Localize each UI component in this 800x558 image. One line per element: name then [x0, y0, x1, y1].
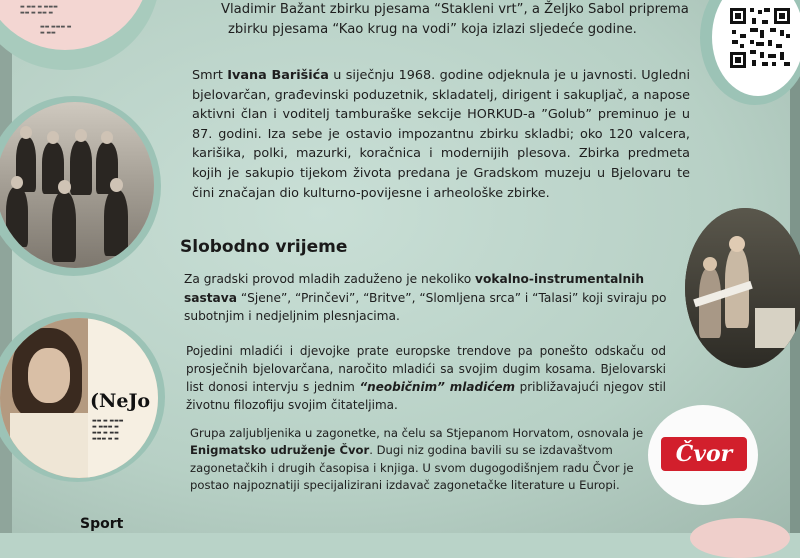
rock-band-photo: [685, 208, 800, 368]
text-span: Grupa zaljubljenika u zagonetke, na čelu sa Stjepanom Horvatom, osnovala je: [190, 426, 644, 440]
band-member-face: [11, 176, 23, 189]
paragraph-barisic: [192, 66, 690, 203]
text-span: Pojedini mladići i djevojke prate europske trendove pa ponešto odskaču od prosječnih bjelovarčana, naročito mladići sa svojim dugim kosama. Bjelovarski list donosi intervju s jednim: [186, 344, 666, 394]
text-line-bazant: Vladimir Bažant zbirku pjesama “Stakleni vrt”, a Željko Sabol priprema: [221, 2, 689, 17]
musician-face: [729, 236, 745, 252]
cvor-logo: Čvor: [661, 437, 747, 471]
text-span: Za gradski provod mladih zaduženo je nekoliko: [184, 272, 476, 286]
band-member-face: [75, 129, 87, 142]
band-member-face: [110, 178, 123, 192]
paragraph-trendovi: [186, 342, 666, 414]
bottom-right-circle: [690, 518, 790, 558]
band-member-figure: [70, 140, 92, 195]
text-span: Smrt: [192, 68, 228, 83]
highlight-cvor: Enigmatsko udruženje Čvor: [190, 443, 370, 458]
band-member-figure: [104, 190, 128, 256]
section-heading-sport: Sport: [80, 516, 124, 532]
portrait-shirt: [10, 413, 90, 478]
band-member-face: [101, 131, 113, 144]
text-span: . Dugi niz godina bavili su se izdavaštvom zagonetačkih i drugih časopisa i knjiga. U svom dugogodišnjem radu Čvor je postao najpoznatiji specijalizirani izdavač zagonetačke literature u Europi.: [190, 443, 634, 493]
paragraph-gradski-provod: [184, 270, 669, 326]
paragraph-enigmatsko: [190, 425, 662, 495]
text-span: “Sjene”, “Prinčevi”, “Britve”, “Slomljena srca” i “Talasi” koji sviraju po subotnjim i nedjeljnim plesnjacima.: [184, 290, 667, 324]
highlight-name: Ivana Barišića: [227, 68, 329, 83]
clipping-scrap-2: ▬▬ ▬▬▬ ▬ ▬ ▬▬: [40, 24, 72, 36]
text-span: u siječnju 1968. godine odjeknula je u javnosti. Ugledni bjelovarčan, građevinski poduzetnik, skladatelj, dirigent i sakupljač, a napose aktivni član i voditelj tamburaške sekcije HORKUD-a ”Golub” preminuo je u 87. godini. Iza sebe je ostavio impozantnu zbirku skladbi; oko 120 valcera, karišika, polki, mazurki, koračnica i modernijih plesova. Zbirka predmeta kojih je sakupio tijekom života predana je Gradskom muzeju u Bjelovaru te čini značajan dio kulturno-povijesne i arheološke zbirke.: [192, 68, 691, 201]
band-member-face: [20, 126, 32, 139]
portrait-face: [28, 348, 70, 403]
highlight-bands: vokalno-instrumentalnih sastava: [184, 272, 644, 305]
band-member-face: [47, 131, 59, 144]
band-member-figure: [6, 187, 28, 247]
text-line-sabol: zbirku pjesama “Kao krug na vodi” koja izlazi sljedeće godine.: [228, 22, 637, 37]
tamburica-band-photo: [0, 102, 154, 268]
cvor-logo-circle: [648, 405, 758, 505]
newspaper-headline: (NeJo: [90, 390, 151, 412]
clipping-scrap: ▬ ▬▬ ▬ ▬▬▬ ▬▬ ▬ ▬▬ ▬: [20, 4, 58, 16]
text-span: približavajući njegov stil životnu filozofiju svojim čitateljima.: [186, 380, 667, 412]
newspaper-text: ▬▬ ▬ ▬▬▬ ▬ ▬▬▬ ▬ ▬▬ ▬ ▬▬ ▬▬▬ ▬ ▬: [92, 418, 124, 442]
long-hair-young-man-clipping: [0, 318, 158, 478]
band-member-figure: [52, 192, 76, 262]
amplifier: [755, 308, 795, 348]
musician-face: [703, 257, 717, 271]
band-member-face: [58, 180, 71, 194]
section-heading-slobodno-vrijeme: Slobodno vrijeme: [180, 237, 348, 257]
highlight-neobicni: “neobičnim” mladićem: [359, 380, 515, 394]
